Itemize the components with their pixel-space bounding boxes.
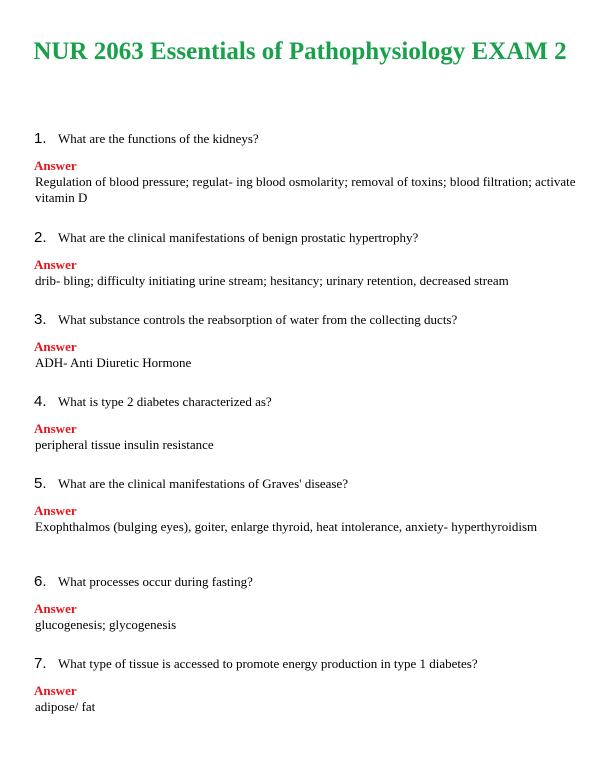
qa-item-5: [34, 473, 579, 535]
page-title: NUR 2063 Essentials of Pathophysiology EXAM 2: [33, 38, 567, 65]
question-number: 2.: [34, 229, 47, 246]
answer-label: Answer: [34, 257, 77, 272]
answer-label: Answer: [34, 339, 77, 354]
qa-item-3: [34, 309, 579, 371]
qa-item-4: [34, 391, 579, 453]
question: [34, 473, 579, 495]
question-text: What processes occur during fasting?: [58, 574, 253, 589]
answer-text: glucogenesis; glycogenesis: [35, 617, 177, 632]
answer-label: Answer: [34, 503, 77, 518]
question-text: What are the clinical manifestations of Graves' disease?: [58, 476, 349, 491]
question: [34, 309, 579, 331]
qa-item-6: [34, 571, 579, 633]
answer-text: Regulation of blood pressure; regulat- ing blood osmolarity; removal of toxins; blood filtration; activate vitamin D: [35, 174, 576, 205]
answer-label: Answer: [34, 158, 77, 173]
question-text: What are the functions of the kidneys?: [58, 131, 259, 146]
qa-item-2: [34, 227, 579, 289]
answer-text: drib- bling; difficulty initiating urine stream; hesitancy; urinary retention, decreased stream: [35, 273, 509, 288]
question-number: 7.: [34, 655, 47, 672]
question-number: 6.: [34, 573, 47, 590]
answer-label: Answer: [34, 421, 77, 436]
answer-text: ADH- Anti Diuretic Hormone: [35, 355, 192, 370]
qa-item-7: [34, 653, 579, 715]
question: [34, 653, 579, 675]
qa-item-1: [34, 128, 579, 206]
question-number: 5.: [34, 475, 47, 492]
answer-text: peripheral tissue insulin resistance: [35, 437, 214, 452]
question: [34, 227, 579, 249]
question-text: What type of tissue is accessed to promote energy production in type 1 diabetes?: [58, 656, 478, 671]
question: [34, 571, 579, 593]
question-text: What is type 2 diabetes characterized as?: [58, 394, 272, 409]
question-number: 4.: [34, 393, 47, 410]
question-text: What are the clinical manifestations of benign prostatic hypertrophy?: [58, 230, 419, 245]
answer-label: Answer: [34, 601, 77, 616]
question: [34, 391, 579, 413]
answer-text: Exophthalmos (bulging eyes), goiter, enlarge thyroid, heat intolerance, anxiety- hyperthyroidism: [35, 519, 538, 534]
answer-label: Answer: [34, 683, 77, 698]
question: [34, 128, 579, 150]
question-number: 1.: [34, 130, 47, 147]
answer-text: adipose/ fat: [35, 699, 96, 714]
question-text: What substance controls the reabsorption of water from the collecting ducts?: [58, 312, 458, 327]
question-number: 3.: [34, 311, 47, 328]
